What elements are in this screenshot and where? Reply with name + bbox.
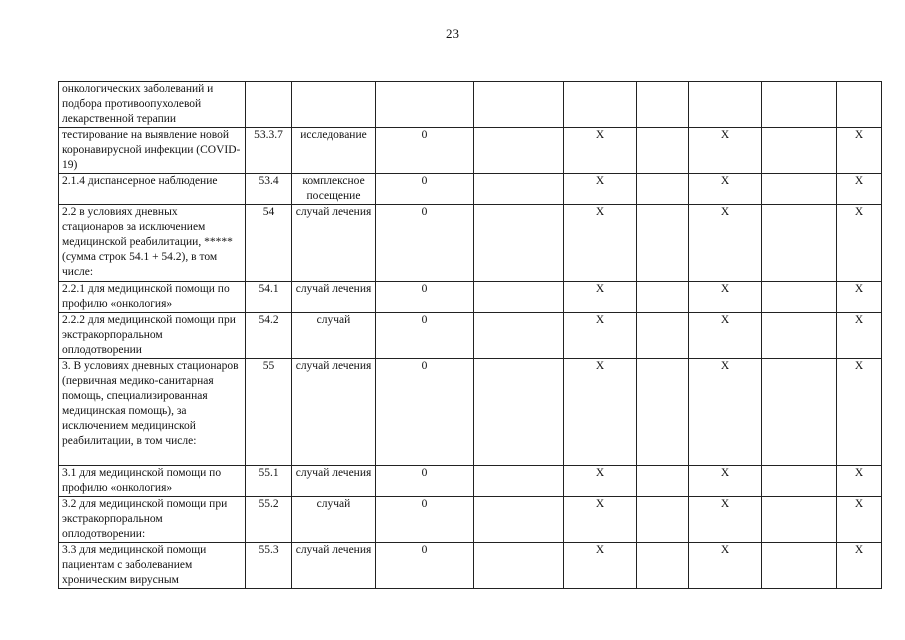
row-code: 55 (246, 359, 292, 466)
row-x1: X (564, 282, 637, 313)
row-code (246, 82, 292, 128)
row-unit: случай лечения (292, 359, 376, 466)
table-row (59, 497, 882, 543)
row-name: 2.2 в условиях дневных стационаров за исключением медицинской реабилитации, ***** (сумма строк 54.1 + 54.2), в том числе: (59, 205, 246, 282)
row-x3: X (837, 205, 882, 282)
table-row (59, 359, 882, 466)
row-x2: X (689, 313, 762, 359)
table-row (59, 174, 882, 205)
row-unit: комплексное посещение (292, 174, 376, 205)
row-x2: X (689, 174, 762, 205)
empty-cell (474, 313, 564, 359)
empty-cell (762, 543, 837, 589)
row-x2: X (689, 543, 762, 589)
row-x2: X (689, 359, 762, 466)
row-x3: X (837, 543, 882, 589)
row-name: 3. В условиях дневных стационаров (первичная медико-санитарная помощь, специализированная медицинская помощь), за исключением медицинской реабилитации, в том числе: (59, 359, 246, 466)
empty-cell (474, 543, 564, 589)
row-x3: X (837, 174, 882, 205)
empty-cell (637, 128, 689, 174)
row-x1: X (564, 466, 637, 497)
row-unit: случай (292, 497, 376, 543)
row-x3: X (837, 313, 882, 359)
row-unit: случай (292, 313, 376, 359)
data-table (58, 81, 882, 589)
empty-cell (637, 466, 689, 497)
row-value: 0 (376, 282, 474, 313)
row-x2: X (689, 282, 762, 313)
row-code: 55.1 (246, 466, 292, 497)
row-name: 3.1 для медицинской помощи по профилю «онкология» (59, 466, 246, 497)
empty-cell (474, 497, 564, 543)
row-unit: случай лечения (292, 205, 376, 282)
row-name: 3.3 для медицинской помощи пациентам с заболеванием хроническим вирусным (59, 543, 246, 589)
row-x1: X (564, 359, 637, 466)
row-x1: X (564, 543, 637, 589)
row-value: 0 (376, 543, 474, 589)
empty-cell (762, 497, 837, 543)
row-name: 3.2 для медицинской помощи при экстракорпоральном оплодотворении: (59, 497, 246, 543)
empty-cell (637, 359, 689, 466)
empty-cell (474, 128, 564, 174)
empty-cell (474, 359, 564, 466)
empty-cell (762, 82, 837, 128)
row-x3: X (837, 282, 882, 313)
row-code: 55.2 (246, 497, 292, 543)
empty-cell (474, 174, 564, 205)
empty-cell (474, 82, 564, 128)
row-x2: X (689, 128, 762, 174)
empty-cell (637, 543, 689, 589)
table-row (59, 82, 882, 128)
row-x3: X (837, 497, 882, 543)
table-row (59, 466, 882, 497)
row-unit: случай лечения (292, 543, 376, 589)
empty-cell (474, 282, 564, 313)
row-value: 0 (376, 359, 474, 466)
row-x2: X (689, 466, 762, 497)
row-x1: X (564, 497, 637, 543)
row-x2 (689, 82, 762, 128)
row-code: 54.1 (246, 282, 292, 313)
row-code: 53.4 (246, 174, 292, 205)
row-code: 54 (246, 205, 292, 282)
row-code: 55.3 (246, 543, 292, 589)
empty-cell (637, 174, 689, 205)
row-name: тестирование на выявление новой коронавирусной инфекции (COVID-19) (59, 128, 246, 174)
row-unit: исследование (292, 128, 376, 174)
row-x3: X (837, 466, 882, 497)
row-x3 (837, 82, 882, 128)
row-value: 0 (376, 497, 474, 543)
table-row (59, 205, 882, 282)
row-x3: X (837, 128, 882, 174)
empty-cell (762, 205, 837, 282)
row-code: 53.3.7 (246, 128, 292, 174)
empty-cell (637, 282, 689, 313)
row-x2: X (689, 497, 762, 543)
empty-cell (762, 313, 837, 359)
row-name: онкологических заболеваний и подбора противоопухолевой лекарственной терапии (59, 82, 246, 128)
empty-cell (474, 466, 564, 497)
empty-cell (762, 466, 837, 497)
empty-cell (762, 174, 837, 205)
row-value: 0 (376, 205, 474, 282)
row-x1 (564, 82, 637, 128)
empty-cell (762, 128, 837, 174)
row-x1: X (564, 128, 637, 174)
empty-cell (762, 282, 837, 313)
table-row (59, 543, 882, 589)
row-code: 54.2 (246, 313, 292, 359)
row-unit: случай лечения (292, 282, 376, 313)
row-name: 2.1.4 диспансерное наблюдение (59, 174, 246, 205)
empty-cell (637, 82, 689, 128)
row-value: 0 (376, 174, 474, 205)
row-value: 0 (376, 466, 474, 497)
row-value (376, 82, 474, 128)
row-value: 0 (376, 128, 474, 174)
row-x3: X (837, 359, 882, 466)
table-row (59, 282, 882, 313)
empty-cell (474, 205, 564, 282)
empty-cell (762, 359, 837, 466)
row-value: 0 (376, 313, 474, 359)
page-number: 23 (446, 26, 459, 41)
row-name: 2.2.2 для медицинской помощи при экстракорпоральном оплодотворении (59, 313, 246, 359)
empty-cell (637, 313, 689, 359)
row-unit (292, 82, 376, 128)
row-x1: X (564, 205, 637, 282)
row-unit: случай лечения (292, 466, 376, 497)
table-row (59, 128, 882, 174)
empty-cell (637, 497, 689, 543)
row-x1: X (564, 313, 637, 359)
table-row (59, 313, 882, 359)
row-name: 2.2.1 для медицинской помощи по профилю «онкология» (59, 282, 246, 313)
row-x2: X (689, 205, 762, 282)
empty-cell (637, 205, 689, 282)
row-x1: X (564, 174, 637, 205)
